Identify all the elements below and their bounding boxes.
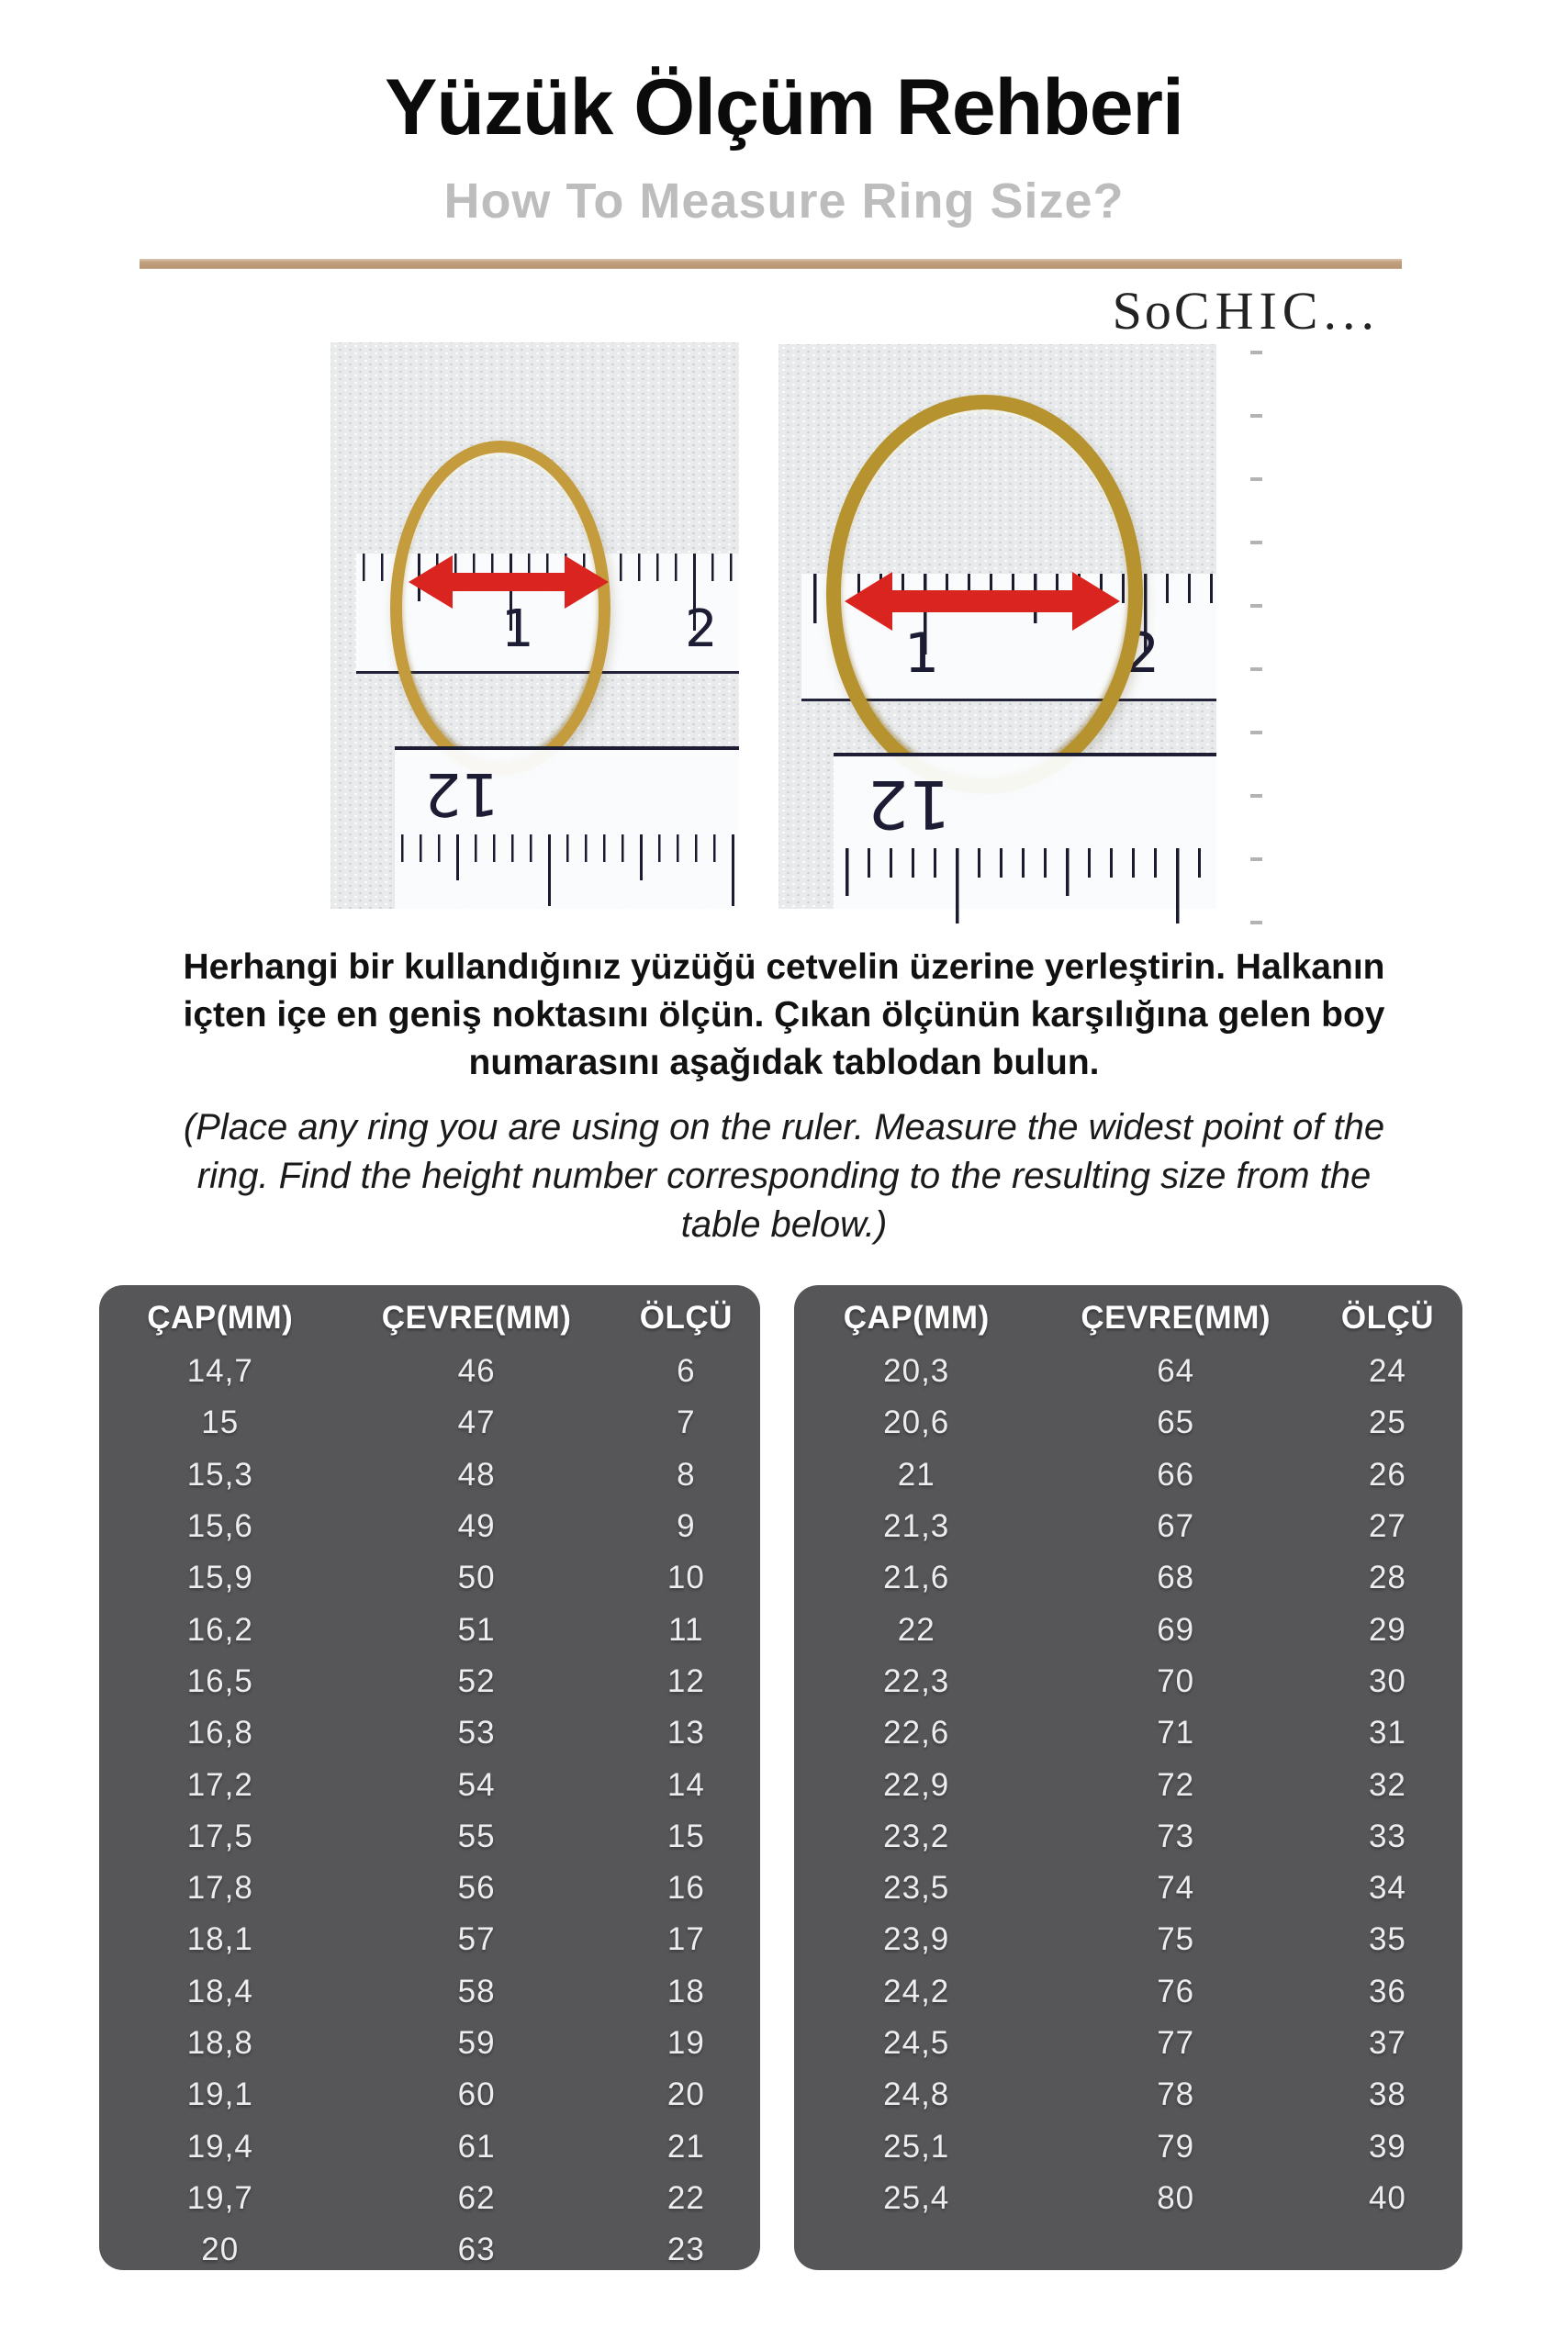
table-row	[99, 1914, 760, 1965]
table-body	[99, 1346, 760, 2270]
cell-size: 37	[1368, 2025, 1406, 2061]
cell-size: 22	[666, 2179, 705, 2216]
cell-size: 33	[1368, 1818, 1406, 1854]
size-table-left	[99, 1285, 760, 2270]
ruler-number-1: 1	[904, 621, 940, 686]
table-row	[794, 1811, 1462, 1863]
table-row	[99, 1346, 760, 1397]
cell-diameter: 17,8	[186, 1870, 253, 1907]
table-row	[99, 2173, 760, 2224]
ruler-number-2: 2	[1125, 621, 1160, 686]
table-row	[99, 1552, 760, 1604]
cell-diameter: 24,2	[883, 1973, 950, 2009]
cell-diameter: 17,2	[186, 1766, 253, 1803]
cell-size: 31	[1368, 1715, 1406, 1751]
cell-diameter: 15,9	[186, 1560, 253, 1596]
table-row	[794, 1707, 1462, 1759]
cell-circumference: 59	[457, 2025, 496, 2061]
cell-diameter: 21	[897, 1456, 935, 1493]
cell-circumference: 49	[457, 1508, 496, 1545]
cell-diameter: 21,6	[883, 1560, 950, 1596]
cell-diameter: 24,5	[883, 2025, 950, 2061]
arrow-bar	[447, 573, 570, 591]
cell-diameter: 24,8	[883, 2076, 950, 2113]
cell-size: 34	[1368, 1870, 1406, 1907]
cell-circumference: 70	[1157, 1662, 1195, 1699]
arrow-head-right	[1072, 572, 1120, 631]
cell-size: 32	[1368, 1766, 1406, 1803]
cell-circumference: 61	[457, 2128, 496, 2165]
cell-circumference: 64	[1157, 1353, 1195, 1390]
cell-diameter: 15,6	[186, 1508, 253, 1545]
cell-circumference: 77	[1157, 2025, 1195, 2061]
cell-size: 18	[666, 1973, 705, 2009]
table-row	[794, 2173, 1462, 2224]
instructions-turkish-line2: içten içe en geniş noktasını ölçün. Çıkan ölçünün karşılığına gelen boy	[183, 995, 1385, 1035]
cell-diameter: 19,4	[186, 2128, 253, 2165]
photo-small-ring	[330, 342, 739, 909]
cell-size: 23	[666, 2232, 705, 2268]
page-subtitle: How To Measure Ring Size?	[443, 173, 1125, 229]
cell-circumference: 52	[457, 1662, 496, 1699]
table-row	[99, 1759, 760, 1810]
cell-size: 15	[666, 1818, 705, 1854]
table-row	[99, 1863, 760, 1914]
ruler-lower-section	[834, 753, 1216, 909]
table-row	[794, 1656, 1462, 1707]
cell-size: 24	[1368, 1353, 1406, 1390]
cell-size: 21	[666, 2128, 705, 2165]
cell-circumference: 53	[457, 1715, 496, 1751]
table-row	[794, 1449, 1462, 1501]
table-row	[99, 2224, 760, 2270]
table-row	[99, 1966, 760, 2018]
arrow-bar	[887, 590, 1078, 612]
cell-circumference: 73	[1157, 1818, 1195, 1854]
cell-diameter: 14,7	[186, 1353, 253, 1390]
cell-diameter: 20	[201, 2232, 240, 2268]
cell-diameter: 23,9	[883, 1921, 950, 1958]
table-row	[99, 2069, 760, 2121]
cell-size: 28	[1368, 1560, 1406, 1596]
cell-diameter: 18,8	[186, 2025, 253, 2061]
cell-diameter: 23,2	[883, 1818, 950, 1854]
cell-circumference: 51	[457, 1611, 496, 1648]
table-row	[794, 1759, 1462, 1810]
cell-diameter: 19,7	[186, 2179, 253, 2216]
cell-diameter: 23,5	[883, 1870, 950, 1907]
ruler-number-1: 1	[501, 599, 534, 659]
cell-circumference: 62	[457, 2179, 496, 2216]
ruler-lower-section	[395, 746, 739, 909]
cell-size: 29	[1368, 1611, 1406, 1648]
cell-size: 16	[666, 1870, 705, 1907]
cell-size: 17	[666, 1921, 705, 1958]
cell-circumference: 67	[1157, 1508, 1195, 1545]
cell-diameter: 20,6	[883, 1404, 950, 1441]
cell-circumference: 58	[457, 1973, 496, 2009]
col-header-circumference: ÇEVRE(MM)	[1081, 1300, 1271, 1336]
cell-circumference: 80	[1157, 2179, 1195, 2216]
table-row	[794, 1604, 1462, 1655]
cell-diameter: 25,1	[883, 2128, 950, 2165]
table-row	[99, 2121, 760, 2172]
cell-diameter: 21,3	[883, 1508, 950, 1545]
table-row	[794, 2121, 1462, 2172]
cell-diameter: 22	[897, 1611, 935, 1648]
cell-size: 10	[666, 1560, 705, 1596]
instructions-turkish	[0, 944, 1568, 1087]
cell-circumference: 57	[457, 1921, 496, 1958]
cell-diameter: 15	[201, 1404, 240, 1441]
size-table-right	[794, 1285, 1462, 2270]
cell-circumference: 75	[1157, 1921, 1195, 1958]
cell-diameter: 20,3	[883, 1353, 950, 1390]
cell-circumference: 66	[1157, 1456, 1195, 1493]
table-row	[99, 1707, 760, 1759]
table-row	[794, 1863, 1462, 1914]
cell-diameter: 15,3	[186, 1456, 253, 1493]
table-body	[794, 1346, 1462, 2224]
col-header-diameter: ÇAP(MM)	[843, 1300, 990, 1336]
cell-size: 25	[1368, 1404, 1406, 1441]
table-row	[99, 1656, 760, 1707]
table-row	[794, 2069, 1462, 2121]
cell-circumference: 48	[457, 1456, 496, 1493]
arrow-head-left	[845, 572, 892, 631]
cell-size: 27	[1368, 1508, 1406, 1545]
brand-logo	[1112, 281, 1380, 341]
cell-size: 6	[677, 1353, 696, 1390]
instructions-english	[0, 1103, 1568, 1249]
cell-circumference: 79	[1157, 2128, 1195, 2165]
cell-circumference: 63	[457, 2232, 496, 2268]
cell-diameter: 19,1	[186, 2076, 253, 2113]
table-row	[794, 1966, 1462, 2018]
cell-diameter: 16,2	[186, 1611, 253, 1648]
cell-diameter: 17,5	[186, 1818, 253, 1854]
table-row	[794, 2018, 1462, 2069]
cell-size: 20	[666, 2076, 705, 2113]
ruler-lower-ticks	[395, 834, 739, 910]
cell-size: 38	[1368, 2076, 1406, 2113]
instructions-turkish-line3: numarasını aşağıdak tablodan bulun.	[468, 1043, 1100, 1082]
cell-circumference: 47	[457, 1404, 496, 1441]
cell-circumference: 50	[457, 1560, 496, 1596]
cell-circumference: 54	[457, 1766, 496, 1803]
instructions-english-line3: table below.)	[680, 1204, 888, 1245]
ruler-number-2: 2	[685, 599, 718, 659]
cell-diameter: 22,9	[883, 1766, 950, 1803]
page-title: Yüzük Ölçüm Rehberi	[385, 63, 1183, 151]
cell-circumference: 60	[457, 2076, 496, 2113]
instructions-turkish-line1: Herhangi bir kullandığınız yüzüğü cetvelin üzerine yerleştirin. Halkanın	[183, 947, 1385, 987]
cell-size: 39	[1368, 2128, 1406, 2165]
cell-size: 8	[677, 1456, 696, 1493]
cell-diameter: 22,6	[883, 1715, 950, 1751]
col-header-diameter: ÇAP(MM)	[147, 1300, 294, 1336]
cell-circumference: 71	[1157, 1715, 1195, 1751]
cell-circumference: 72	[1157, 1766, 1195, 1803]
table-header-row	[794, 1285, 1462, 1346]
measure-arrow-icon	[845, 572, 1120, 631]
cell-size: 7	[677, 1404, 696, 1441]
cell-circumference: 65	[1157, 1404, 1195, 1441]
table-row	[99, 1604, 760, 1655]
cell-circumference: 74	[1157, 1870, 1195, 1907]
cell-size: 11	[668, 1611, 704, 1648]
cell-circumference: 69	[1157, 1611, 1195, 1648]
instructions-english-line1: (Place any ring you are using on the ruler. Measure the widest point of the	[183, 1107, 1385, 1147]
table-row	[794, 1501, 1462, 1552]
cell-diameter: 16,8	[186, 1715, 253, 1751]
table-row	[99, 1397, 760, 1449]
col-header-size: ÖLÇÜ	[639, 1300, 733, 1336]
measure-arrow-icon	[409, 555, 609, 609]
brand-so: So	[1112, 281, 1174, 341]
cell-circumference: 46	[457, 1353, 496, 1390]
cell-size: 19	[666, 2025, 705, 2061]
cell-diameter: 22,3	[883, 1662, 950, 1699]
table-row	[99, 2018, 760, 2069]
cell-circumference: 68	[1157, 1560, 1195, 1596]
arrow-head-left	[409, 555, 453, 609]
table-row	[794, 1914, 1462, 1965]
cell-diameter: 18,4	[186, 1973, 253, 2009]
table-row	[794, 1397, 1462, 1449]
table-row	[99, 1501, 760, 1552]
cell-size: 13	[666, 1715, 705, 1751]
cell-size: 40	[1368, 2179, 1406, 2216]
instructions-english-line2: ring. Find the height number corresponding to the resulting size from the	[196, 1156, 1372, 1196]
arrow-head-right	[565, 555, 609, 609]
brand-chic: CHIC...	[1173, 281, 1380, 341]
col-header-size: ÖLÇÜ	[1340, 1300, 1435, 1336]
cell-size: 14	[666, 1766, 705, 1803]
ruler-number-12: 12	[424, 759, 499, 827]
ruler-lower-ticks	[834, 848, 1216, 929]
cell-size: 12	[666, 1662, 705, 1699]
cell-diameter: 16,5	[186, 1662, 253, 1699]
cell-size: 9	[677, 1508, 696, 1545]
cell-size: 35	[1368, 1921, 1406, 1958]
cell-circumference: 78	[1157, 2076, 1195, 2113]
table-row	[794, 1552, 1462, 1604]
cell-circumference: 56	[457, 1870, 496, 1907]
cell-circumference: 76	[1157, 1973, 1195, 2009]
table-row	[99, 1449, 760, 1501]
cell-size: 36	[1368, 1973, 1406, 2009]
table-row	[99, 1811, 760, 1863]
cell-size: 26	[1368, 1456, 1406, 1493]
ruler-number-12: 12	[867, 766, 951, 843]
scan-artifact-dashes	[1250, 347, 1265, 927]
cell-circumference: 55	[457, 1818, 496, 1854]
photo-large-ring	[778, 344, 1216, 909]
divider-bar	[140, 259, 1402, 269]
table-row	[794, 1346, 1462, 1397]
cell-size: 30	[1368, 1662, 1406, 1699]
cell-diameter: 25,4	[883, 2179, 950, 2216]
col-header-circumference: ÇEVRE(MM)	[381, 1300, 572, 1336]
cell-diameter: 18,1	[186, 1921, 253, 1958]
table-header-row	[99, 1285, 760, 1346]
